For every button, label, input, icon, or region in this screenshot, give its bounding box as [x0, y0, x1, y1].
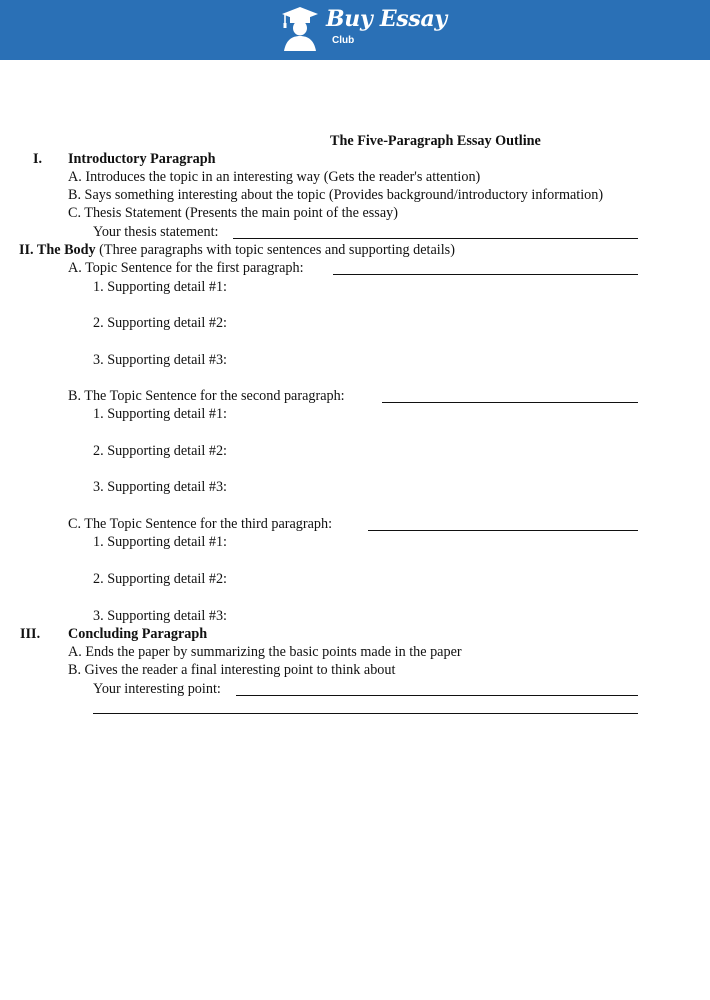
body-b-detail-3: 3. Supporting detail #3:	[93, 479, 227, 495]
intro-item-c: C. Thesis Statement (Presents the main point of the essay)	[68, 205, 398, 221]
section-body-line	[19, 241, 455, 259]
section-numeral-conclusion: III.	[20, 626, 41, 642]
document-title: The Five-Paragraph Essay Outline	[330, 133, 541, 149]
section-numeral-intro: I.	[33, 151, 43, 167]
brand-sub: Club	[332, 35, 355, 46]
brand-name: Buy Essay	[326, 6, 447, 32]
body-topic-b: B. The Topic Sentence for the second paragraph:	[68, 388, 345, 404]
intro-item-a: A. Introduces the topic in an interesting way (Gets the reader's attention)	[68, 169, 481, 185]
topic-a-blank[interactable]	[333, 274, 638, 275]
topic-c-blank[interactable]	[368, 530, 638, 531]
body-a-detail-3: 3. Supporting detail #3:	[93, 352, 227, 368]
section-heading-conclusion: Concluding Paragraph	[68, 626, 208, 642]
body-a-detail-2: 2. Supporting detail #2:	[93, 315, 227, 331]
thesis-label: Your thesis statement:	[93, 224, 219, 240]
body-c-detail-1: 1. Supporting detail #1:	[93, 534, 227, 550]
interesting-point-label: Your interesting point:	[93, 681, 221, 697]
interesting-point-blank[interactable]	[236, 695, 638, 696]
intro-item-b: B. Says something interesting about the topic (Provides background/introductory information)	[68, 187, 604, 203]
section-heading-body: II. The Body	[19, 242, 96, 258]
thesis-blank[interactable]	[233, 238, 638, 239]
body-b-detail-1: 1. Supporting detail #1:	[93, 406, 227, 422]
body-topic-c: C. The Topic Sentence for the third paragraph:	[68, 516, 333, 532]
section-heading-intro: Introductory Paragraph	[68, 151, 216, 167]
conclusion-item-a: A. Ends the paper by summarizing the basic points made in the paper	[68, 644, 462, 660]
body-c-detail-3: 3. Supporting detail #3:	[93, 608, 227, 624]
conclusion-item-b: B. Gives the reader a final interesting point to think about	[68, 662, 396, 678]
body-topic-a: A. Topic Sentence for the first paragraph:	[68, 260, 304, 276]
body-a-detail-1: 1. Supporting detail #1:	[93, 279, 227, 295]
section-body-note: (Three paragraphs with topic sentences and supporting details)	[95, 242, 455, 258]
body-c-detail-2: 2. Supporting detail #2:	[93, 571, 227, 587]
topic-b-blank[interactable]	[382, 402, 638, 403]
body-b-detail-2: 2. Supporting detail #2:	[93, 443, 227, 459]
interesting-point-blank-2[interactable]	[93, 713, 638, 714]
